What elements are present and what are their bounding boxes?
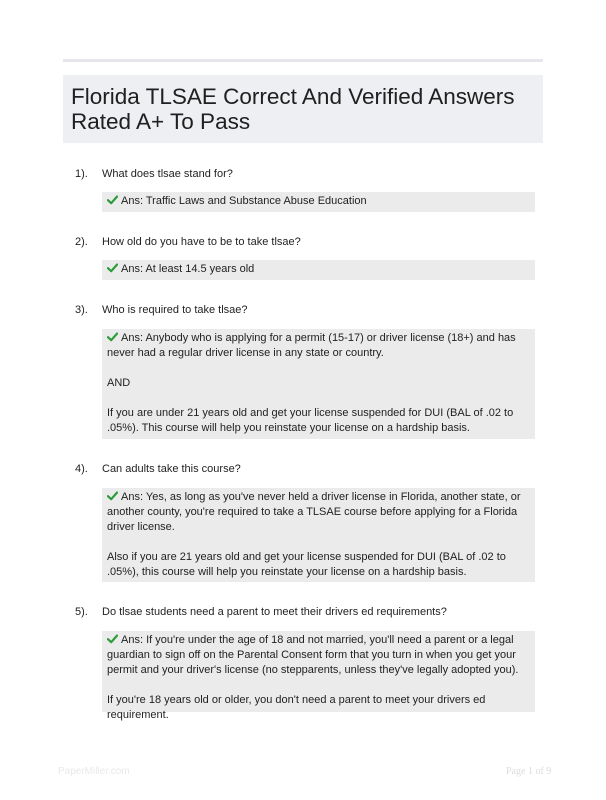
answer-box [102,192,535,212]
checkmark-icon [107,634,118,644]
qa-item-2 [75,232,535,275]
question-text: What does tlsae stand for? [102,168,233,180]
question-row [75,459,535,479]
answer-text: Ans: Anybody who is applying for a permit (15-17) or driver license (18+) and has never had a regular driver license in any state or country. [107,332,516,359]
question-number: 3). [75,304,88,316]
question-row [75,602,535,622]
question-text: Who is required to take tlsae? [102,304,248,316]
answer-text: Ans: Yes, as long as you've never held a driver license in Florida, another state, or another county, you're required to take a TLSAE course before applying for a Florida driver license. [107,491,521,533]
answer-text: Also if you are 21 years old and get your license suspended for DUI (BAL of .02 to .05%), this course will help you reinstate your license on a hardship basis. [107,551,506,578]
answer-text: Ans: At least 14.5 years old [121,263,255,275]
checkmark-icon [107,195,118,205]
footer-watermark: PaperMiller.com [58,766,130,777]
answer-text: Ans: Traffic Laws and Substance Abuse Education [121,195,367,207]
question-row [75,300,535,320]
checkmark-icon [107,491,118,501]
answer-text: Ans: If you're under the age of 18 and not married, you'll need a parent or a legal guardian to sign off on the Parental Consent form that you turn in when you get your permit and your driver's license (no stepparents, unless they've legally adopted you). [107,634,519,676]
qa-item-4 [75,459,535,578]
top-divider [63,59,543,62]
qa-item-1 [75,164,535,207]
checkmark-icon [107,263,118,273]
question-text: Do tlsae students need a parent to meet their drivers ed requirements? [102,606,447,618]
answer-text: AND [107,377,131,389]
question-number: 2). [75,236,88,248]
qa-item-5 [75,602,535,721]
document-title-line-2: Rated A+ To Pass [71,109,251,134]
answer-box [102,488,535,582]
question-number: 1). [75,168,88,180]
answer-box [102,631,535,721]
document-title-box [63,75,543,143]
question-number: 4). [75,463,88,475]
question-number: 5). [75,606,88,618]
page-indicator: Page 1 of 9 [506,766,552,777]
question-row [75,232,535,252]
question-row [75,164,535,184]
answer-text: If you are under 21 years old and get your license suspended for DUI (BAL of .02 to .05%). This course will help you reinstate your license on a hardship basis. [107,407,514,434]
question-text: Can adults take this course? [102,463,241,475]
answer-box [102,260,535,280]
answer-box [102,329,535,439]
checkmark-icon [107,332,118,342]
document-title-line-1: Florida TLSAE Correct And Verified Answers [71,84,515,109]
qa-item-3 [75,300,535,434]
answer-text: If you're 18 years old or older, you don't need a parent to meet your drivers ed requirement. [107,694,486,721]
question-text: How old do you have to be to take tlsae? [102,236,301,248]
